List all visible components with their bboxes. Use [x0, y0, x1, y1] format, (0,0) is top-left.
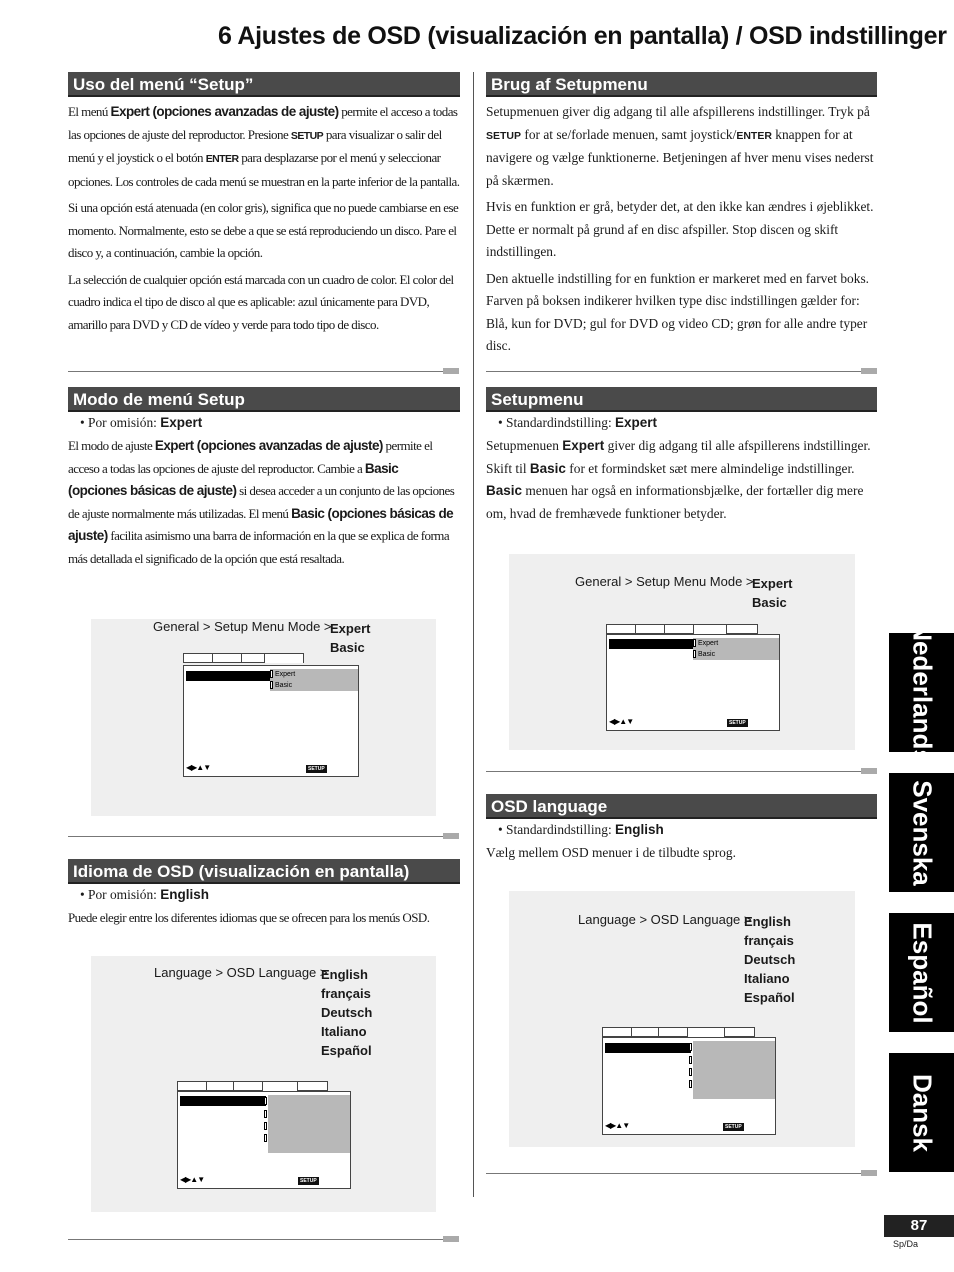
osd-tab-active	[264, 653, 304, 663]
bold-term: Expert	[562, 438, 605, 453]
default-value: English	[160, 887, 209, 902]
osd-tab	[664, 624, 693, 634]
text: El modo de ajuste	[68, 438, 155, 453]
side-tab-espanol	[889, 913, 954, 1032]
paragraph: Si una opción está atenuada (en color gris), significa que no puede cambiarse en ese momento. Normalmente, esto se debe a que se está reproduciendo un disco. Pare el disco y, a continuación, cambie la opción.	[68, 200, 459, 260]
right-section-setupmenu	[486, 387, 877, 525]
paragraph: Den aktuelle indstilling for en funktion er markeret med en farvet boks. Farven på boksen indikerer hvilken type disc indstillingen gælder for: Blå, kun for DVD; gul for DVD og video CD; grøn for alle andre typer disc.	[486, 270, 869, 353]
marker-icon	[689, 1056, 692, 1064]
marker-icon	[270, 681, 273, 689]
paragraph: Vælg mellem OSD menuer i de tilbudte sprog.	[486, 845, 736, 860]
osd-option	[693, 639, 718, 647]
side-tab-label: Nederlands	[907, 621, 937, 764]
section-heading-uso-del-menu: Uso del menú “Setup”	[68, 72, 460, 97]
text: para desplazarse por el menú y seleccionar opciones. Los controles de cada menú se muestran en la parte inferior de la pantalla.	[68, 150, 460, 189]
menu-options	[330, 619, 370, 657]
section-rule	[486, 1173, 877, 1174]
paragraph: La selección de cualquier opción está marcada con un cuadro de color. El color del cuadro indica el tipo de disco al que es aplicable: azul únicamente para DVD, amarillo para DVD y CD de vídeo y verde para todo tipo de disco.	[68, 271, 454, 332]
section-body-uso-del-menu	[68, 101, 460, 336]
osd-option-marker	[264, 1122, 269, 1130]
text: knappen for at navigere og vælge funktionerne. Betjeningen af hver menu vises nederst på skærmen.	[486, 126, 874, 188]
marker-icon	[264, 1110, 267, 1118]
section-heading-brug-af-setupmenu: Brug af Setupmenu	[486, 72, 877, 97]
marker-icon	[693, 639, 696, 647]
osd-options-panel	[268, 1095, 350, 1153]
menu-illustration-osd-language	[91, 956, 436, 1212]
marker-icon	[689, 1068, 692, 1076]
osd-screen	[183, 665, 359, 777]
menu-path-text: General > Setup Menu Mode >	[575, 574, 754, 589]
osd-tab-strip	[183, 653, 304, 663]
text: facilita asimismo una barra de información en la que se explica de forma más detallada el significado de la opción que está resaltada.	[68, 528, 450, 566]
text: for et formindsket sæt mere almindelige indstillinger.	[565, 460, 855, 476]
nav-arrows-icon: ◀▶▲▼	[186, 763, 211, 772]
key-label: SETUP	[486, 129, 522, 142]
menu-path	[578, 912, 796, 1005]
osd-tab-strip	[606, 624, 758, 634]
osd-selected-row	[186, 671, 270, 681]
section-rule	[486, 371, 877, 372]
option-expert: Expert	[752, 576, 793, 591]
osd-tab	[206, 1081, 233, 1091]
side-tab-nederlands	[889, 621, 954, 764]
osd-tab	[631, 1027, 658, 1037]
osd-selected-row	[180, 1096, 266, 1106]
osd-option-marker	[689, 1043, 694, 1051]
right-column	[486, 72, 877, 358]
menu-path-text: Language > OSD Language >	[578, 912, 752, 927]
osd-option-marker	[689, 1056, 694, 1064]
osd-option-marker	[689, 1068, 694, 1076]
osd-tab	[726, 624, 758, 634]
menu-options	[744, 912, 795, 1007]
setup-button-icon: SETUP	[729, 720, 746, 726]
section-rule	[486, 771, 877, 772]
osd-tab	[183, 653, 212, 663]
option-english: English	[744, 914, 791, 929]
menu-illustration-setup-mode	[91, 619, 436, 816]
section-body-setupmenu	[486, 435, 877, 525]
osd-tab-active	[262, 1081, 297, 1091]
side-tab-label: Dansk	[907, 1073, 937, 1152]
osd-tab	[212, 653, 241, 663]
default-label: • Standardindstilling:	[498, 415, 616, 430]
section-heading-idioma: Idioma de OSD (visualización en pantalla)	[68, 859, 460, 884]
right-section-osd-language	[486, 794, 877, 865]
side-tab-svenska	[889, 773, 954, 892]
column-divider	[473, 72, 474, 1197]
section-heading-osd-language: OSD language	[486, 794, 877, 819]
bold-term: Expert (opciones avanzadas de ajuste)	[110, 104, 339, 119]
osd-tab	[635, 624, 664, 634]
osd-tab-active	[693, 624, 726, 634]
osd-tab	[177, 1081, 206, 1091]
osd-tab	[241, 653, 264, 663]
marker-icon	[693, 650, 696, 658]
osd-tab	[233, 1081, 262, 1091]
rule-tab	[443, 833, 459, 839]
marker-icon	[689, 1043, 692, 1051]
osd-tab	[658, 1027, 687, 1037]
osd-screen	[606, 634, 780, 731]
option-espanol: Español	[321, 1043, 372, 1058]
section-body-idioma	[68, 907, 460, 930]
menu-illustration-osd-language-da	[509, 891, 855, 1147]
menu-path-text: Language > OSD Language >	[154, 965, 328, 980]
option-basic: Basic	[752, 595, 787, 610]
marker-icon	[264, 1122, 267, 1130]
text: Setupmenuen	[486, 438, 563, 453]
osd-tab-strip	[177, 1081, 328, 1091]
option-italiano: Italiano	[744, 971, 790, 986]
rule-tab	[861, 368, 877, 374]
osd-option-marker	[264, 1097, 269, 1105]
page-language-code: Sp/Da	[893, 1239, 919, 1249]
paragraph	[68, 435, 460, 570]
nav-arrows-icon: ◀▶▲▼	[605, 1121, 630, 1130]
page-number: 87	[884, 1215, 954, 1237]
key-label: ENTER	[205, 153, 239, 165]
section-heading-modo-menu: Modo de menú Setup	[68, 387, 460, 412]
setup-button-icon: SETUP	[308, 766, 325, 772]
text: El menú	[68, 104, 111, 119]
paragraph: Hvis en funktion er grå, betyder det, at den ikke kan ændres i øjeblikket. Dette er normalt på grund af en disc afspiller. Stop discen og skift indstillingen.	[486, 199, 874, 259]
osd-screen	[602, 1037, 776, 1135]
menu-path	[153, 619, 371, 655]
paragraph	[486, 435, 877, 525]
osd-option-marker	[264, 1110, 269, 1118]
osd-tab	[724, 1027, 755, 1037]
osd-tab-active	[687, 1027, 724, 1037]
bold-term: Basic (opciones básicas de ajuste)	[68, 505, 454, 543]
side-tab-dansk	[889, 1053, 954, 1172]
section-rule	[68, 1239, 459, 1240]
setup-button-icon: SETUP	[725, 1124, 742, 1130]
osd-selected-row	[605, 1043, 691, 1053]
option-deutsch: Deutsch	[321, 1005, 373, 1020]
option-expert: Expert	[330, 621, 371, 636]
menu-path-text: General > Setup Menu Mode >	[153, 619, 332, 634]
section-rule	[68, 836, 459, 837]
left-column	[68, 72, 460, 336]
default-line	[68, 887, 460, 903]
default-label: • Standardindstilling:	[498, 822, 616, 837]
default-line	[486, 822, 877, 838]
default-label: • Por omisión:	[80, 887, 161, 902]
key-label: SETUP	[290, 129, 324, 142]
text: Setupmenuen giver dig adgang til alle afspillerens indstillinger. Tryk på	[486, 104, 870, 119]
menu-path	[575, 574, 793, 610]
bold-term: Expert (opciones avanzadas de ajuste)	[154, 438, 383, 453]
marker-icon	[264, 1134, 267, 1142]
menu-options	[752, 574, 792, 612]
osd-tab	[297, 1081, 328, 1091]
option-english: English	[321, 967, 368, 982]
default-value: English	[615, 822, 664, 837]
osd-option	[270, 681, 292, 689]
bold-term: Basic	[529, 460, 566, 476]
rule-tab	[861, 768, 877, 774]
option-deutsch: Deutsch	[744, 952, 796, 967]
menu-path	[154, 965, 373, 1058]
option-francais: français	[744, 933, 794, 948]
nav-arrows-icon: ◀▶▲▼	[609, 717, 634, 726]
text: si desea acceder a un conjunto de las opciones de ajuste normalmente más utilizadas. El menú	[68, 483, 455, 521]
default-line	[68, 415, 460, 431]
osd-tab	[602, 1027, 631, 1037]
section-heading-setupmenu: Setupmenu	[486, 387, 877, 412]
text: menuen har også en informationsbjælke, der fortæller dig mere om, hvad de fremhævede funktioner betyder.	[486, 483, 864, 521]
text: permite el acceso a todas las opciones de ajuste del reproductor. Cambie a	[68, 438, 433, 476]
section-body-osd-language	[486, 842, 877, 865]
marker-icon	[270, 670, 273, 678]
paragraph	[486, 101, 877, 192]
osd-options-panel	[693, 1041, 775, 1099]
default-line	[486, 415, 877, 431]
osd-option-label: Basic	[698, 650, 716, 658]
side-tab-label: Svenska	[907, 779, 937, 886]
osd-option-marker	[689, 1080, 694, 1088]
key-label: ENTER	[736, 129, 772, 142]
osd-option-label: Basic	[275, 681, 293, 689]
left-section-modo-menu	[68, 387, 460, 570]
default-label: • Por omisión:	[80, 415, 161, 430]
menu-illustration-setup-mode-da	[509, 554, 855, 750]
osd-option-label: Expert	[698, 639, 719, 647]
text: permite el acceso a todas las opciones de ajuste del reproductor. Presione	[68, 104, 458, 142]
osd-option-label: Expert	[275, 670, 296, 678]
marker-icon	[264, 1097, 267, 1105]
setup-button-icon: SETUP	[300, 1178, 317, 1184]
section-body-brug-af-setupmenu	[486, 101, 877, 358]
menu-options	[321, 965, 372, 1060]
section-body-modo-menu	[68, 435, 460, 570]
paragraph: Puede elegir entre los diferentes idiomas que se ofrecen para los menús OSD.	[68, 910, 430, 925]
bold-term: Basic (opciones básicas de ajuste)	[68, 460, 399, 498]
option-italiano: Italiano	[321, 1024, 367, 1039]
side-tab-label: Español	[907, 921, 937, 1024]
text: para visualizar o salir del menú y el joystick o el botón	[68, 126, 442, 165]
page-title: 6 Ajustes de OSD (visualización en pantalla) / OSD indstillinger	[218, 22, 947, 50]
osd-option	[270, 670, 295, 678]
osd-tab	[606, 624, 635, 634]
rule-tab	[861, 1170, 877, 1176]
option-basic: Basic	[330, 640, 365, 655]
rule-tab	[443, 1236, 459, 1242]
text: giver dig adgang til alle afspillerens indstillinger. Skift til	[486, 438, 871, 476]
osd-tab-strip	[602, 1027, 755, 1037]
osd-option	[693, 650, 715, 658]
rule-tab	[443, 368, 459, 374]
default-value: Expert	[615, 415, 658, 430]
option-francais: français	[321, 986, 371, 1001]
paragraph	[68, 101, 460, 193]
marker-icon	[689, 1080, 692, 1088]
osd-selected-row	[609, 639, 693, 649]
nav-arrows-icon: ◀▶▲▼	[180, 1175, 205, 1184]
default-value: Expert	[160, 415, 203, 430]
osd-option-marker	[264, 1134, 269, 1142]
bold-term: Basic	[486, 483, 523, 498]
osd-screen	[177, 1091, 351, 1189]
section-rule	[68, 371, 459, 372]
text: for at se/forlade menuen, samt joystick/	[521, 126, 737, 142]
left-section-idioma	[68, 859, 460, 930]
option-espanol: Español	[744, 990, 795, 1005]
